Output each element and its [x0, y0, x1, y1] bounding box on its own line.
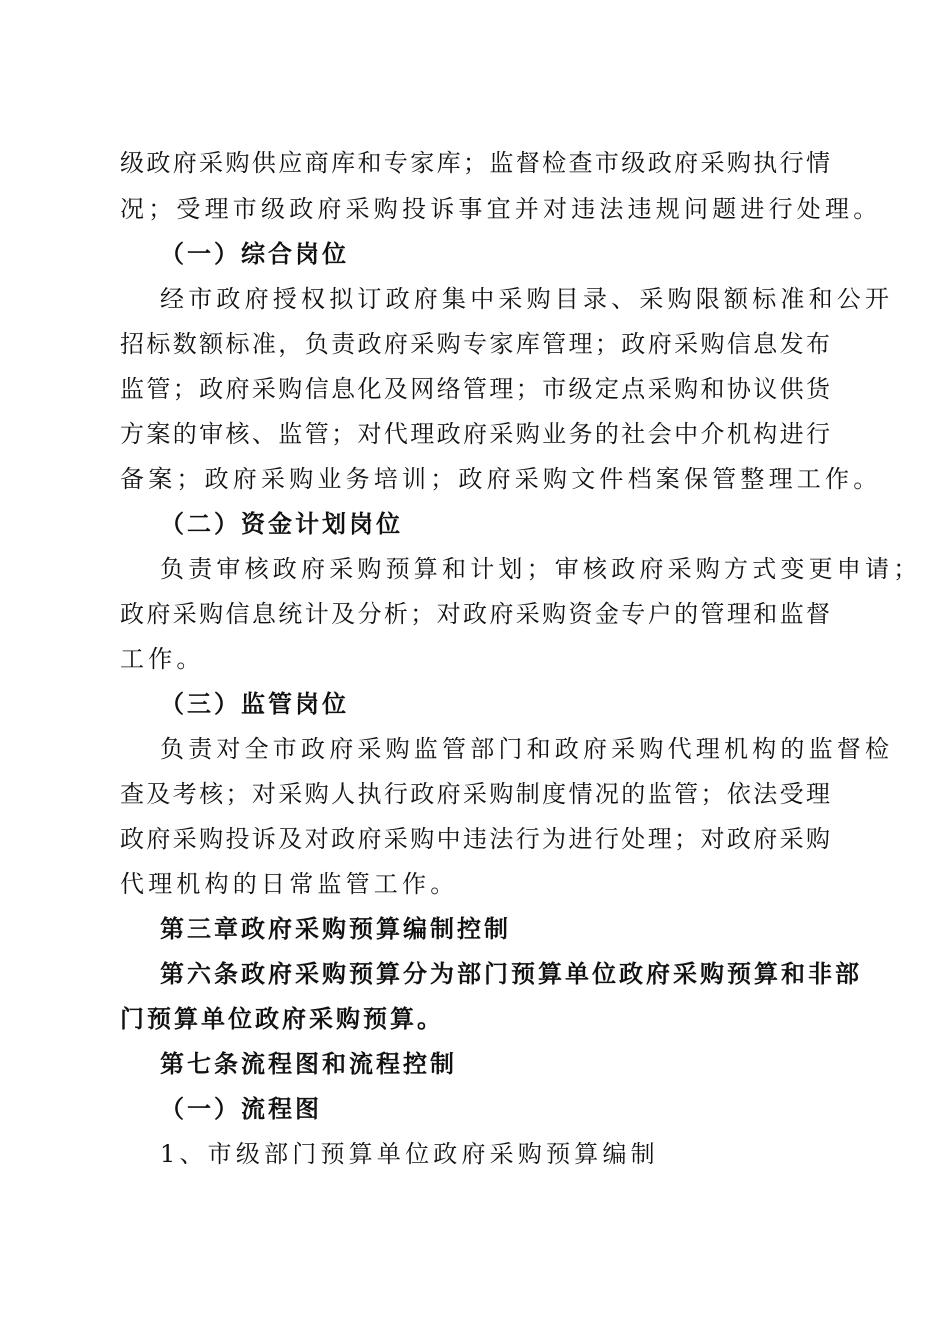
subsection-flowchart: （一）流程图 — [160, 1094, 322, 1123]
body-text-line: 查及考核；对采购人执行政府采购制度情况的监管；依法受理 — [120, 780, 830, 808]
section-heading-general: （一）综合岗位 — [160, 239, 349, 268]
body-text-line: 政府采购信息统计及分析；对政府采购资金专户的管理和监督 — [120, 600, 830, 628]
body-text-line: 负责审核政府采购预算和计划；审核政府采购方式变更申请； — [160, 555, 922, 583]
body-text-line: 方案的审核、监管；对代理政府采购业务的社会中介机构进行 — [120, 420, 830, 448]
body-text-line: 备案；政府采购业务培训；政府采购文件档案保管整理工作。 — [120, 465, 882, 493]
body-text-line: 监管；政府采购信息化及网络管理；市级定点采购和协议供货 — [120, 375, 830, 403]
body-text-line: 况；受理市级政府采购投诉事宜并对违法违规问题进行处理。 — [120, 195, 882, 223]
article-six-text: 第六条政府采购预算分为部门预算单位政府采购预算和非部 — [160, 959, 862, 988]
body-text-line: 招标数额标准，负责政府采购专家库管理；政府采购信息发布 — [120, 330, 830, 358]
section-heading-funding: （二）资金计划岗位 — [160, 509, 403, 538]
body-text-line: 工作。 — [120, 645, 205, 673]
section-heading-supervision: （三）监管岗位 — [160, 689, 349, 718]
body-text-line: 代理机构的日常监管工作。 — [120, 870, 459, 898]
body-text-line: 政府采购投诉及对政府采购中违法行为进行处理；对政府采购 — [120, 825, 830, 853]
list-item-budget-compilation: 1、市级部门预算单位政府采购预算编制 — [160, 1140, 659, 1168]
article-six-text-cont: 门预算单位政府采购预算。 — [120, 1004, 444, 1033]
body-text-line: 经市政府授权拟订政府集中采购目录、采购限额标准和公开 — [160, 285, 894, 313]
article-seven-heading: 第七条流程图和流程控制 — [160, 1049, 457, 1078]
chapter-heading: 第三章政府采购预算编制控制 — [160, 914, 511, 943]
body-text-line: 负责对全市政府采购监管部门和政府采购代理机构的监督检 — [160, 735, 894, 763]
body-text-line: 级政府采购供应商库和专家库；监督检查市级政府采购执行情 — [120, 149, 830, 177]
